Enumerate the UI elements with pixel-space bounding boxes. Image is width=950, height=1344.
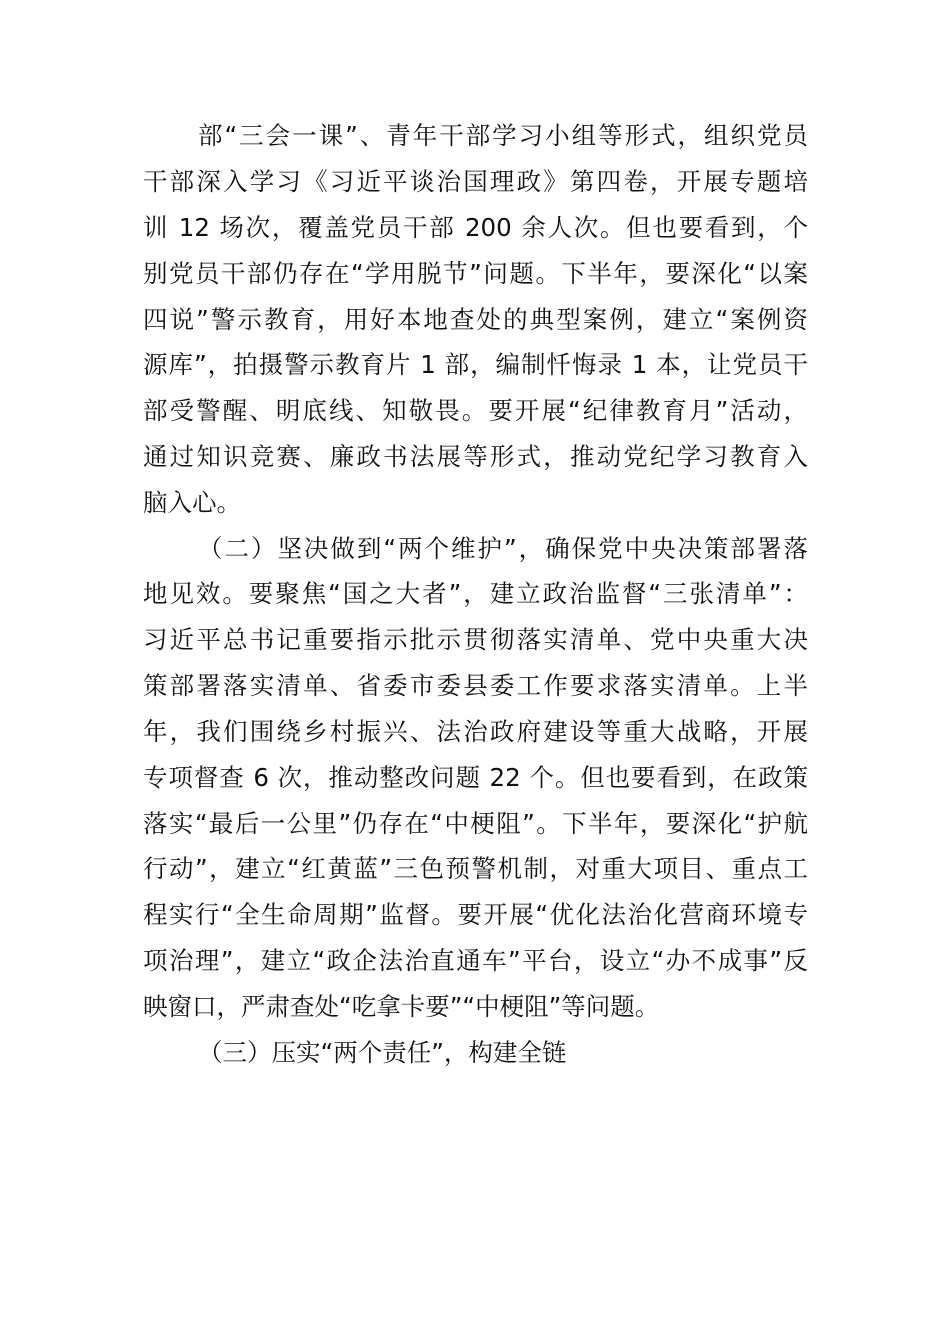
text-line: 四说”警示教育，用好本地查处的典型案例，建立“案例资	[143, 305, 808, 334]
text-line: 专项督查 6 次，推动整改问题 22 个。但也要看到，在政策	[143, 763, 808, 792]
text-line: 脑入心。	[143, 488, 241, 517]
text-line: 部“三会一课”、青年干部学习小组等形式，组织党员	[198, 121, 808, 150]
text-line: 程实行“全生命周期”监督。要开展“优化法治化营商环境专	[143, 900, 808, 929]
text-line: 源库”，拍摄警示教育片 1 部，编制忏悔录 1 本，让党员干	[143, 350, 808, 379]
text-line: 通过知识竞赛、廉政书法展等形式，推动党纪学习教育入	[143, 442, 808, 471]
text-line: 映窗口，严肃查处“吃拿卡要”“中梗阻”等问题。	[143, 992, 660, 1021]
text-line: 地见效。要聚焦“国之大者”，建立政治监督“三张清单”：	[143, 579, 808, 608]
text-line: 习近平总书记重要指示批示贯彻落实清单、党中央重大决	[143, 625, 808, 654]
text-line: 训 12 场次，覆盖党员干部 200 余人次。但也要看到，个	[143, 213, 808, 242]
text-line: 落实“最后一公里”仍存在“中梗阻”。下半年，要深化“护航	[143, 809, 808, 838]
text-line: 干部深入学习《习近平谈治国理政》第四卷，开展专题培	[143, 167, 808, 196]
text-line: 别党员干部仍存在“学用脱节”问题。下半年，要深化“以案	[143, 259, 808, 288]
text-line: 年，我们围绕乡村振兴、法治政府建设等重大战略，开展	[143, 717, 808, 746]
section-heading-line: （二）坚决做到“两个维护”，确保党中央决策部署落	[198, 534, 808, 563]
text-line: 行动”，建立“红黄蓝”三色预警机制，对重大项目、重点工	[143, 854, 808, 883]
text-line: 项治理”，建立“政企法治直通车”平台，设立“办不成事”反	[143, 946, 808, 975]
text-line: 策部署落实清单、省委市委县委工作要求落实清单。上半	[143, 671, 808, 700]
text-line: 部受警醒、明底线、知敬畏。要开展“纪律教育月”活动，	[143, 396, 808, 425]
section-heading-line: （三）压实“两个责任”，构建全链	[198, 1038, 567, 1067]
